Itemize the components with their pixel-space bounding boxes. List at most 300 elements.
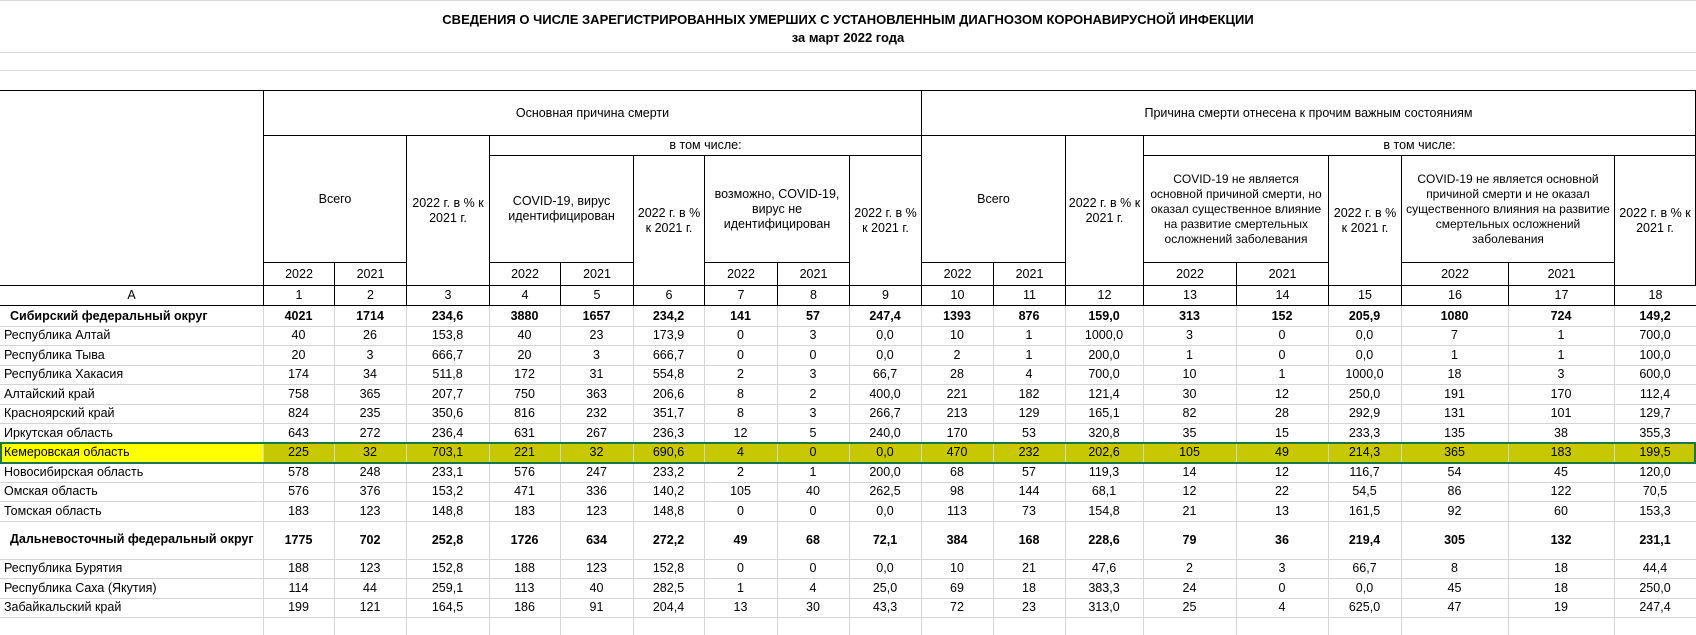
cell-value[interactable]: 25	[1182, 600, 1197, 615]
cell-value[interactable]: 34	[363, 367, 377, 382]
cell-value[interactable]: 44	[363, 580, 377, 595]
cell-value[interactable]: 231,1	[1639, 532, 1671, 547]
cell-value[interactable]: 690,6	[633, 443, 704, 463]
cell-value[interactable]: 40	[806, 484, 820, 499]
cell-value[interactable]: 213	[946, 406, 968, 421]
cell-value[interactable]: 23	[589, 328, 604, 343]
cell-value[interactable]: 105	[730, 484, 751, 499]
cell-value[interactable]: 188	[288, 561, 309, 576]
cell-value[interactable]: 666,7	[431, 347, 464, 362]
cell-value[interactable]: 121	[359, 600, 381, 615]
cell-value[interactable]: 1000,0	[1345, 367, 1384, 382]
cell-value[interactable]: 233,1	[431, 464, 464, 479]
cell-value[interactable]: 221	[946, 386, 968, 401]
cell-value[interactable]: 23	[1022, 600, 1036, 615]
cell-value[interactable]: 758	[288, 386, 309, 401]
cell-value[interactable]: 0	[809, 347, 817, 362]
cell-value[interactable]: 1775	[284, 532, 313, 547]
cell-value[interactable]: 183	[514, 503, 535, 518]
cell-value[interactable]: 600,0	[1639, 367, 1671, 382]
cell-value[interactable]: 144	[1018, 484, 1040, 499]
cell-value[interactable]: 8	[1451, 561, 1458, 576]
cell-value[interactable]: 20	[291, 347, 306, 362]
cell-value[interactable]: 18	[1554, 580, 1568, 595]
cell-value[interactable]: 5	[809, 425, 817, 440]
cell-value[interactable]: 79	[1182, 532, 1197, 547]
cell-value[interactable]: 4021	[284, 308, 313, 323]
cell-value[interactable]: 0	[1278, 328, 1286, 343]
cell-value[interactable]: 247	[586, 464, 607, 479]
cell-value[interactable]: 38	[1554, 425, 1568, 440]
cell-value[interactable]: 70,5	[1642, 484, 1668, 499]
cell-value[interactable]: 0,0	[1355, 580, 1374, 595]
cell-value[interactable]: 700,0	[1088, 367, 1120, 382]
cell-value[interactable]: 4	[1025, 367, 1033, 382]
header-year: 2022	[489, 262, 560, 285]
cell-value[interactable]: 113	[947, 503, 967, 518]
cell-value[interactable]: 240,0	[869, 425, 901, 440]
row-name[interactable]: Томская область	[4, 503, 102, 518]
cell-value[interactable]: 376	[359, 484, 381, 499]
header-year: 2021	[777, 262, 849, 285]
cell-value[interactable]: 236,4	[431, 425, 464, 440]
cell-value[interactable]: 202,6	[1065, 443, 1143, 463]
cell-value[interactable]: 233,2	[652, 464, 685, 479]
cell-value[interactable]: 199,5	[1614, 443, 1696, 463]
column-divider	[704, 306, 705, 635]
cell-value[interactable]: 0	[1278, 347, 1286, 362]
header-covid-identified-pct: 2022 г. в % к 2021 г.	[633, 155, 704, 285]
cell-value[interactable]: 121,4	[1088, 386, 1120, 401]
cell-value[interactable]: 40	[589, 580, 604, 595]
cell-value[interactable]: 2	[737, 464, 744, 479]
cell-value[interactable]: 10	[950, 328, 964, 343]
row-name[interactable]: Республика Хакасия	[4, 367, 124, 382]
cell-value[interactable]: 383,3	[1088, 580, 1120, 595]
cell-value[interactable]: 49	[1236, 443, 1328, 463]
cell-value[interactable]: 66,7	[1352, 561, 1377, 576]
cell-value[interactable]: 24	[1182, 580, 1197, 595]
cell-value[interactable]: 40	[291, 328, 306, 343]
cell-value[interactable]: 72,1	[872, 532, 898, 547]
cell-value[interactable]: 172	[514, 367, 535, 382]
cell-value[interactable]: 2	[953, 347, 961, 362]
cell-value[interactable]: 0	[737, 347, 744, 362]
cell-value[interactable]: 1000,0	[1084, 328, 1124, 343]
cell-value[interactable]: 43,3	[872, 600, 898, 615]
header-year: 2022	[704, 262, 777, 285]
cell-value[interactable]: 236,3	[652, 425, 685, 440]
column-number: 17	[1508, 286, 1614, 305]
row-name[interactable]: Новосибирская область	[4, 464, 144, 479]
cell-value[interactable]: 3	[809, 367, 817, 382]
cell-value[interactable]: 182	[1018, 386, 1040, 401]
cell-value[interactable]: 148,8	[431, 503, 464, 518]
cell-value[interactable]: 252,8	[431, 532, 464, 547]
cell-value[interactable]: 2	[737, 367, 744, 382]
cell-value[interactable]: 816	[514, 406, 535, 421]
cell-value[interactable]: 0	[737, 503, 744, 518]
cell-value[interactable]: 113	[514, 580, 535, 595]
cell-value[interactable]: 267	[586, 425, 607, 440]
cell-value[interactable]: 250,0	[1639, 580, 1671, 595]
cell-value[interactable]: 152	[1271, 308, 1293, 323]
cell-value[interactable]: 32	[560, 443, 633, 463]
cell-value[interactable]: 3	[1557, 367, 1565, 382]
cell-value[interactable]: 149,2	[1639, 308, 1671, 323]
cell-value[interactable]: 471	[514, 484, 535, 499]
cell-value[interactable]: 272,2	[652, 532, 685, 547]
cell-value[interactable]: 0,0	[1355, 328, 1374, 343]
cell-value[interactable]: 119,3	[1088, 464, 1120, 479]
cell-value[interactable]: 266,7	[869, 406, 901, 421]
cell-value[interactable]: 262,5	[869, 484, 901, 499]
row-name[interactable]: Республика Тыва	[4, 347, 105, 362]
cell-value[interactable]: 700,0	[1639, 328, 1671, 343]
column-divider	[1236, 306, 1237, 635]
cell-value[interactable]: 191	[1444, 386, 1465, 401]
cell-value[interactable]: 12	[1182, 484, 1197, 499]
cell-value[interactable]: 19	[1554, 600, 1568, 615]
cell-value[interactable]: 666,7	[652, 347, 685, 362]
cell-value[interactable]: 153,2	[431, 484, 464, 499]
cell-value[interactable]: 116,7	[1349, 464, 1380, 479]
row-name[interactable]: Кемеровская область	[0, 443, 263, 463]
cell-value[interactable]: 2	[809, 386, 817, 401]
cell-value[interactable]: 120,0	[1639, 464, 1671, 479]
cell-value[interactable]: 1080	[1440, 308, 1469, 323]
column-divider	[777, 306, 778, 635]
cell-value[interactable]: 86	[1447, 484, 1462, 499]
cell-value[interactable]: 54	[1447, 464, 1462, 479]
cell-value[interactable]: 1	[1278, 367, 1286, 382]
cell-value[interactable]: 173,9	[652, 328, 685, 343]
cell-value[interactable]: 154,8	[1088, 503, 1120, 518]
cell-value[interactable]: 49	[733, 532, 748, 547]
cell-value[interactable]: 703,1	[406, 443, 489, 463]
cell-value[interactable]: 0,0	[876, 347, 894, 362]
cell-value[interactable]: 576	[514, 464, 535, 479]
row-name[interactable]: Забайкальский край	[4, 600, 122, 615]
cell-value[interactable]: 123	[586, 561, 607, 576]
cell-value[interactable]: 123	[359, 503, 381, 518]
cell-value[interactable]: 68	[950, 464, 964, 479]
cell-value[interactable]: 12	[1275, 464, 1289, 479]
cell-value[interactable]: 183	[1508, 443, 1614, 463]
cell-value[interactable]: 14	[1182, 464, 1197, 479]
row-name[interactable]: Дальневосточный федеральный округ	[10, 532, 254, 546]
cell-value[interactable]: 3880	[510, 308, 539, 323]
cell-value[interactable]: 0,0	[1355, 347, 1374, 362]
cell-value[interactable]: 234,6	[431, 308, 464, 323]
cell-value[interactable]: 47,6	[1091, 561, 1117, 576]
cell-value[interactable]: 292,9	[1348, 406, 1381, 421]
cell-value[interactable]: 10	[1182, 367, 1197, 382]
cell-value[interactable]: 207,7	[431, 386, 464, 401]
cell-value[interactable]: 47	[1447, 600, 1462, 615]
cell-value[interactable]: 0	[1278, 580, 1286, 595]
cell-value[interactable]: 18	[1447, 367, 1462, 382]
cell-value[interactable]: 13	[733, 600, 748, 615]
cell-value[interactable]: 8	[737, 386, 744, 401]
cell-value[interactable]: 123	[359, 561, 381, 576]
cell-value[interactable]: 40	[517, 328, 532, 343]
cell-value[interactable]: 148,8	[652, 503, 685, 518]
cell-value[interactable]: 129	[1018, 406, 1040, 421]
cell-value[interactable]: 282,5	[652, 580, 685, 595]
cell-value[interactable]: 305	[1444, 532, 1465, 547]
cell-value[interactable]: 206,6	[652, 386, 685, 401]
cell-value[interactable]: 21	[1182, 503, 1197, 518]
cell-value[interactable]: 1	[1557, 328, 1565, 343]
cell-value[interactable]: 247,4	[1639, 600, 1671, 615]
cell-value[interactable]: 22	[1275, 484, 1289, 499]
cell-value[interactable]: 1	[809, 464, 817, 479]
cell-value[interactable]: 31	[589, 367, 604, 382]
cell-value[interactable]: 72	[950, 600, 964, 615]
cell-value[interactable]: 18	[1022, 580, 1036, 595]
cell-value[interactable]: 363	[586, 386, 607, 401]
cell-value[interactable]: 114	[288, 580, 309, 595]
cell-value[interactable]: 129,7	[1639, 406, 1671, 421]
cell-value[interactable]: 7	[1451, 328, 1458, 343]
cell-value[interactable]: 3	[1278, 561, 1286, 576]
cell-value[interactable]: 170	[1550, 386, 1572, 401]
cell-value[interactable]: 188	[514, 561, 535, 576]
cell-value[interactable]: 199	[288, 600, 309, 615]
cell-value[interactable]: 214,3	[1328, 443, 1401, 463]
cell-value[interactable]: 91	[589, 600, 604, 615]
cell-value[interactable]: 724	[1550, 308, 1572, 323]
cell-value[interactable]: 98	[950, 484, 964, 499]
cell-value[interactable]: 200,0	[869, 464, 901, 479]
cell-value[interactable]: 204,4	[652, 600, 685, 615]
header-year: 2022	[1401, 262, 1508, 285]
cell-value[interactable]: 554,8	[652, 367, 685, 382]
cell-value[interactable]: 250,0	[1348, 386, 1381, 401]
cell-value[interactable]: 1	[737, 580, 744, 595]
cell-value[interactable]: 0,0	[876, 503, 894, 518]
cell-value[interactable]: 221	[489, 443, 560, 463]
row-name[interactable]: Алтайский край	[4, 386, 95, 401]
cell-value[interactable]: 30	[806, 600, 820, 615]
cell-value[interactable]: 161,5	[1348, 503, 1381, 518]
cell-value[interactable]: 68	[806, 532, 820, 547]
cell-value[interactable]: 170	[946, 425, 968, 440]
cell-value[interactable]: 259,1	[431, 580, 464, 595]
cell-value[interactable]: 228,6	[1088, 532, 1120, 547]
cell-value[interactable]: 365	[1401, 443, 1508, 463]
cell-value[interactable]: 1657	[582, 308, 611, 323]
cell-value[interactable]: 233,3	[1348, 425, 1381, 440]
cell-value[interactable]: 21	[1022, 561, 1036, 576]
cell-value[interactable]: 0	[809, 561, 817, 576]
cell-value[interactable]: 1	[1025, 347, 1033, 362]
cell-value[interactable]: 1	[1451, 347, 1458, 362]
cell-value[interactable]: 112,4	[1639, 386, 1671, 401]
cell-value[interactable]: 45	[1447, 580, 1462, 595]
cell-value[interactable]: 10	[950, 561, 964, 576]
cell-value[interactable]: 25,0	[872, 580, 898, 595]
cell-value[interactable]: 1	[1186, 347, 1193, 362]
cell-value[interactable]: 101	[1550, 406, 1572, 421]
row-name[interactable]: Красноярский край	[4, 406, 115, 421]
cell-value[interactable]: 131	[1444, 406, 1465, 421]
cell-value[interactable]: 92	[1447, 503, 1462, 518]
cell-value[interactable]: 15	[1275, 425, 1289, 440]
cell-value[interactable]: 0	[809, 503, 817, 518]
cell-value[interactable]: 232	[586, 406, 607, 421]
cell-value[interactable]: 69	[950, 580, 964, 595]
cell-value[interactable]: 73	[1022, 503, 1036, 518]
cell-value[interactable]: 336	[586, 484, 607, 499]
cell-value[interactable]: 132	[1550, 532, 1572, 547]
cell-value[interactable]: 234,2	[652, 308, 685, 323]
row-name[interactable]: Республика Бурятия	[4, 561, 123, 576]
cell-value[interactable]: 35	[1182, 425, 1197, 440]
cell-value[interactable]: 30	[1182, 386, 1197, 401]
cell-value[interactable]: 153,3	[1639, 503, 1671, 518]
cell-value[interactable]: 28	[1275, 406, 1289, 421]
cell-value[interactable]: 0,0	[849, 443, 921, 463]
cell-value[interactable]: 578	[288, 464, 309, 479]
cell-value[interactable]: 20	[517, 347, 532, 362]
cell-value[interactable]: 355,3	[1639, 425, 1671, 440]
cell-value[interactable]: 576	[288, 484, 309, 499]
cell-value[interactable]: 248	[359, 464, 381, 479]
row-name[interactable]: Иркутская область	[4, 425, 113, 440]
cell-value[interactable]: 320,8	[1088, 425, 1120, 440]
cell-value[interactable]: 153,8	[431, 328, 464, 343]
column-divider	[849, 306, 850, 635]
cell-value[interactable]: 3	[809, 328, 817, 343]
cell-value[interactable]: 28	[950, 367, 964, 382]
cell-value[interactable]: 2	[1186, 561, 1193, 576]
cell-value[interactable]: 1	[1025, 328, 1033, 343]
cell-value[interactable]: 0,0	[876, 561, 894, 576]
cell-value[interactable]: 0	[737, 328, 744, 343]
cell-value[interactable]: 247,4	[869, 308, 901, 323]
cell-value[interactable]: 1393	[943, 308, 971, 323]
cell-value[interactable]: 3	[366, 347, 374, 362]
cell-value[interactable]: 4	[809, 580, 817, 595]
cell-value[interactable]: 511,8	[432, 367, 463, 382]
cell-value[interactable]: 4	[1278, 600, 1286, 615]
row-name[interactable]: Омская область	[4, 484, 98, 499]
cell-value[interactable]: 66,7	[872, 367, 898, 382]
cell-value[interactable]: 3	[1186, 328, 1193, 343]
cell-value[interactable]: 57	[806, 308, 820, 323]
cell-value[interactable]: 140,2	[652, 484, 685, 499]
cell-value[interactable]: 165,1	[1088, 406, 1120, 421]
cell-value[interactable]: 60	[1554, 503, 1568, 518]
row-name[interactable]: Сибирский федеральный округ	[10, 308, 208, 323]
cell-value[interactable]: 0,0	[876, 328, 894, 343]
cell-value[interactable]: 384	[946, 532, 968, 547]
cell-value[interactable]: 351,7	[652, 406, 685, 421]
cell-value[interactable]: 3	[593, 347, 600, 362]
cell-value[interactable]: 36	[1275, 532, 1289, 547]
cell-value[interactable]: 100,0	[1639, 347, 1671, 362]
cell-value[interactable]: 68,1	[1091, 484, 1117, 499]
cell-value[interactable]: 634	[586, 532, 607, 547]
cell-value[interactable]: 350,6	[431, 406, 464, 421]
cell-value[interactable]: 0	[777, 443, 849, 463]
cell-value[interactable]: 168	[1018, 532, 1040, 547]
cell-value[interactable]: 12	[1275, 386, 1289, 401]
cell-value[interactable]: 53	[1022, 425, 1036, 440]
cell-value[interactable]: 57	[1022, 464, 1036, 479]
cell-value[interactable]: 1	[1557, 347, 1565, 362]
cell-value[interactable]: 26	[363, 328, 377, 343]
header-covid-possible-pct: 2022 г. в % к 2021 г.	[849, 155, 921, 285]
cell-value[interactable]: 235	[359, 406, 381, 421]
cell-value[interactable]: 205,9	[1348, 308, 1381, 323]
cell-value[interactable]: 219,4	[1348, 532, 1381, 547]
cell-value[interactable]: 8	[737, 406, 744, 421]
cell-value[interactable]: 313,0	[1088, 600, 1120, 615]
header-main-incl: в том числе:	[489, 135, 921, 155]
cell-value[interactable]: 3	[809, 406, 817, 421]
cell-value[interactable]: 750	[514, 386, 535, 401]
cell-value[interactable]: 186	[514, 600, 535, 615]
header-group-main: Основная причина смерти	[263, 90, 921, 135]
cell-value[interactable]: 122	[1550, 484, 1572, 499]
report-title: СВЕДЕНИЯ О ЧИСЛЕ ЗАРЕГИСТРИРОВАННЫХ УМЕРШИХ С УСТАНОВЛЕННЫМ ДИАГНОЗОМ КОРОНАВИРУСНОЙ ИНФЕКЦИИ	[442, 12, 1254, 27]
cell-value[interactable]: 18	[1554, 561, 1568, 576]
row-name[interactable]: Республика Алтай	[4, 328, 111, 343]
column-number: 18	[1614, 286, 1696, 305]
cell-value[interactable]: 135	[1444, 425, 1465, 440]
cell-value[interactable]: 470	[921, 443, 993, 463]
cell-value[interactable]: 152,8	[431, 561, 464, 576]
cell-value[interactable]: 12	[733, 425, 748, 440]
cell-value[interactable]: 45	[1554, 464, 1568, 479]
cell-value[interactable]: 159,0	[1088, 308, 1120, 323]
cell-value[interactable]: 876	[1018, 308, 1040, 323]
cell-value[interactable]: 1726	[510, 532, 539, 547]
cell-value[interactable]: 174	[288, 367, 309, 382]
cell-value[interactable]: 702	[359, 532, 381, 547]
cell-value[interactable]: 44,4	[1642, 561, 1668, 576]
cell-value[interactable]: 365	[359, 386, 381, 401]
cell-value[interactable]: 152,8	[652, 561, 685, 576]
cell-value[interactable]: 313	[1179, 308, 1200, 323]
cell-value[interactable]: 200,0	[1088, 347, 1120, 362]
cell-value[interactable]: 272	[359, 425, 381, 440]
cell-value[interactable]: 54,5	[1352, 484, 1377, 499]
cell-value[interactable]: 123	[586, 503, 607, 518]
cell-value[interactable]: 0	[737, 561, 744, 576]
cell-value[interactable]: 141	[730, 308, 751, 323]
cell-value[interactable]: 183	[288, 503, 309, 518]
cell-value[interactable]: 4	[704, 443, 777, 463]
cell-value[interactable]: 643	[288, 425, 309, 440]
cell-value[interactable]: 164,5	[431, 600, 464, 615]
cell-value[interactable]: 32	[334, 443, 406, 463]
cell-value[interactable]: 232	[993, 443, 1065, 463]
cell-value[interactable]: 824	[288, 406, 309, 421]
row-name[interactable]: Республика Саха (Якутия)	[4, 580, 157, 595]
cell-value[interactable]: 13	[1275, 503, 1289, 518]
cell-value[interactable]: 625,0	[1348, 600, 1381, 615]
cell-value[interactable]: 631	[514, 425, 535, 440]
cell-value[interactable]: 1714	[356, 308, 384, 323]
cell-value[interactable]: 82	[1182, 406, 1197, 421]
cell-value[interactable]: 225	[263, 443, 334, 463]
cell-value[interactable]: 400,0	[869, 386, 901, 401]
cell-value[interactable]: 105	[1143, 443, 1236, 463]
